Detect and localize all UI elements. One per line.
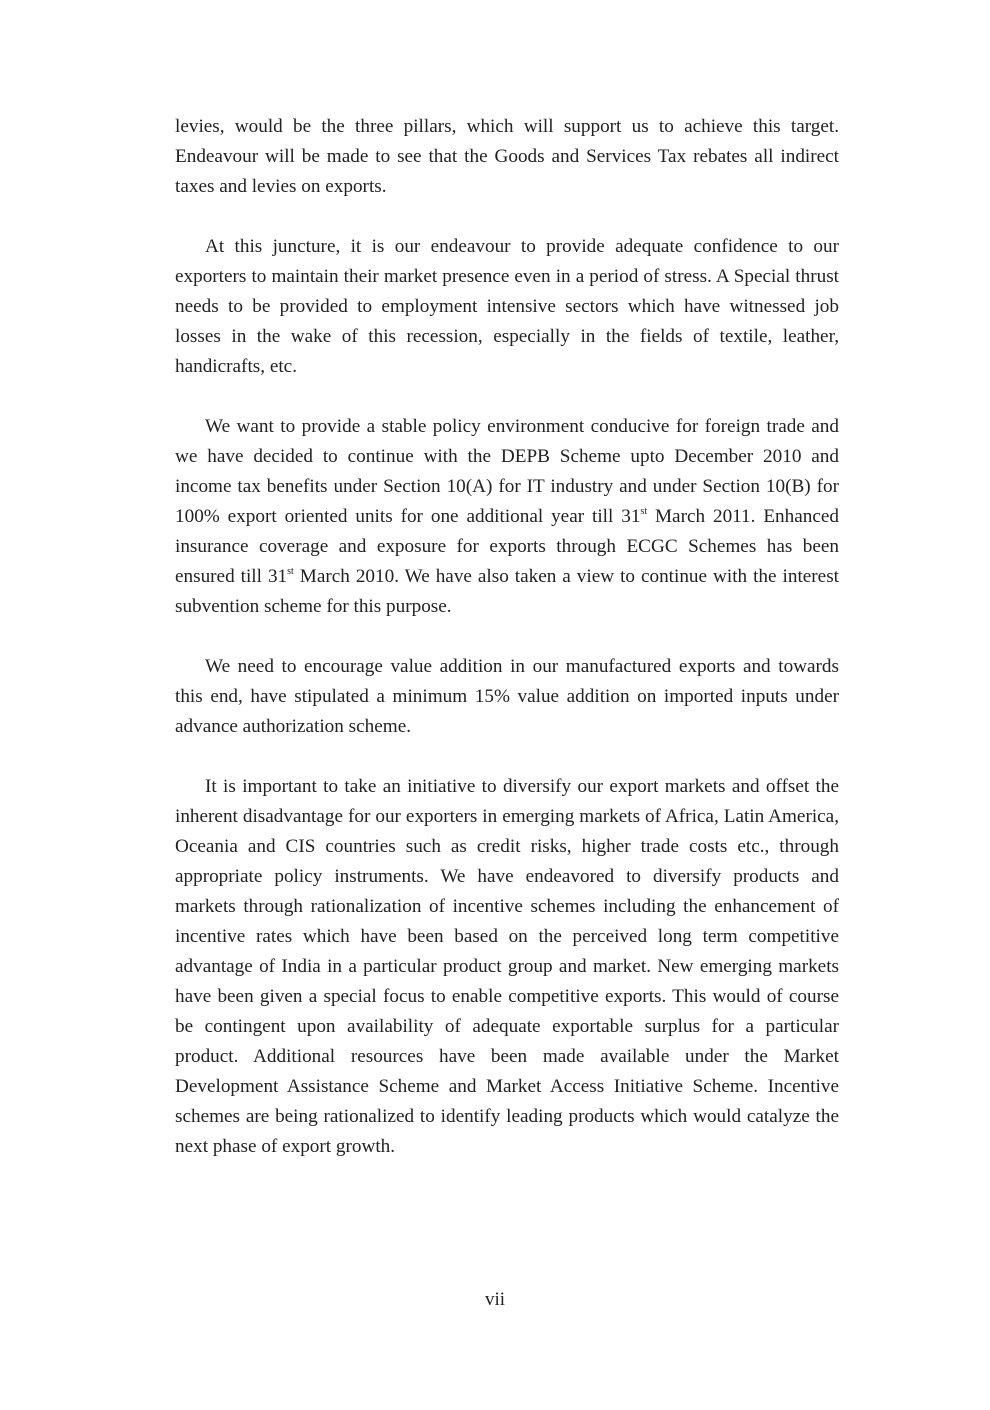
policy-text-part-1: We want to provide a stable policy environment conducive for foreign trade and we have decided to continue with the DEPB Scheme upto December 2010 and income tax benefits under Section 10(A) for IT industry and under Section 10(B) for 100% export oriented units for one additional year till 31 bbox=[175, 416, 839, 527]
ordinal-suffix: st bbox=[287, 566, 294, 577]
policy-text-part-2: March 2011. Enhanced insurance coverage and exposure for exports through ECGC Schemes has been ensured till 31 bbox=[175, 506, 839, 587]
document-body bbox=[175, 112, 839, 1192]
paragraph-policy-environment bbox=[175, 412, 839, 622]
page-number: vii bbox=[484, 1289, 506, 1310]
paragraph-export-markets: It is important to take an initiative to diversify our export markets and offset the inherent disadvantage for our exporters in emerging markets of Africa, Latin America, Oceania and CIS countries such as credit risks, higher trade costs etc., through appropriate policy instruments. We have endeavored to diversify products and markets through rationalization of incentive schemes including the enhancement of incentive rates which have been based on the perceived long term competitive advantage of India in a particular product group and market. New emerging markets have been given a special focus to enable competitive exports. This would of course be contingent upon availability of adequate exportable surplus for a particular product. Additional resources have been made available under the Market Development Assistance Scheme and Market Access Initiative Scheme. Incentive schemes are being rationalized to identify leading products which would catalyze the next phase of export growth. bbox=[175, 776, 839, 1157]
ordinal-suffix: st bbox=[640, 506, 648, 517]
paragraph-exporter-confidence: At this juncture, it is our endeavour to provide adequate confidence to our exporters to maintain their market presence even in a period of stress. A Special thrust needs to be provided to employment intensive sectors which have witnessed job losses in the wake of this recession, especially in the fields of textile, leather, handicrafts, etc. bbox=[175, 236, 839, 377]
policy-text-part-3: March 2010. We have also taken a view to continue with the interest subvention scheme for this purpose. bbox=[175, 566, 839, 617]
paragraph-continuation: levies, would be the three pillars, which will support us to achieve this target. Endeavour will be made to see that the Goods and Services Tax rebates all indirect taxes and levies on exports. bbox=[175, 116, 839, 197]
paragraph-value-addition: We need to encourage value addition in our manufactured exports and towards this end, have stipulated a minimum 15% value addition on imported inputs under advance authorization scheme. bbox=[175, 656, 839, 737]
